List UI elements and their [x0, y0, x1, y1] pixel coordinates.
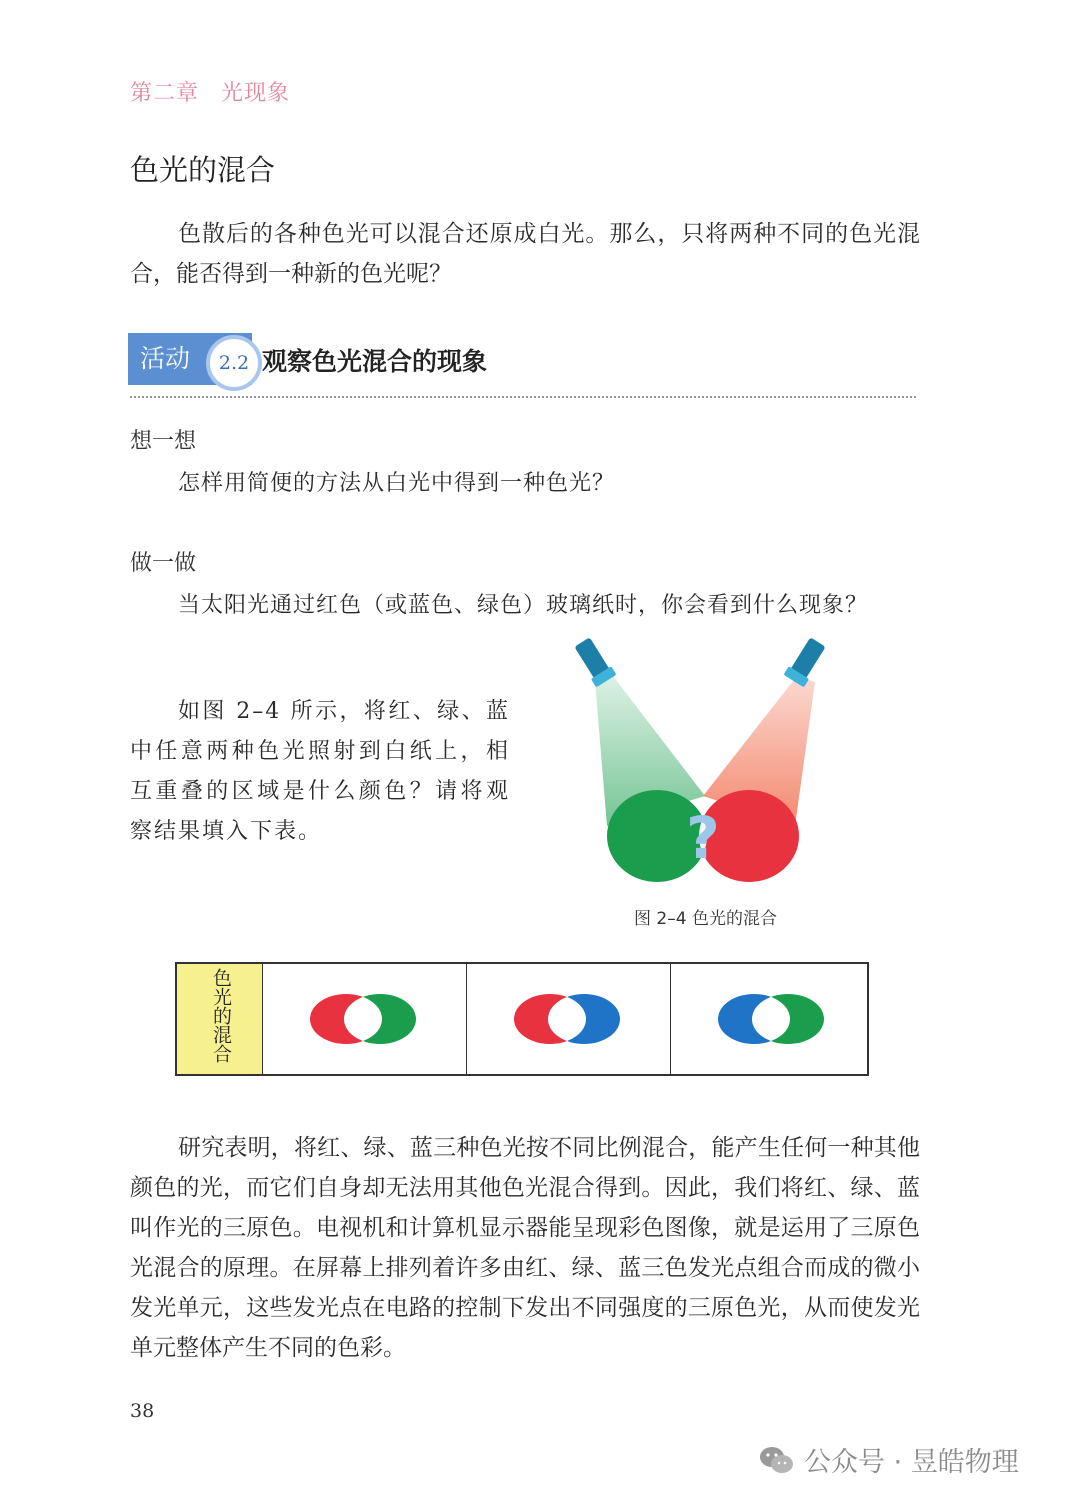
question-mark-icon: ?	[686, 804, 720, 872]
venn-diagrams	[177, 964, 867, 1074]
table-header-label: 色光的混合	[210, 968, 232, 1063]
color-mixing-figure	[565, 636, 835, 896]
activity-number: 2.2	[206, 335, 262, 391]
think-heading: 想一想	[130, 429, 197, 454]
intro-paragraph: 色散后的各种色光可以混合还原成白光。那么，只将两种不同的色光混合，能否得到一种新的色光呢？	[130, 221, 920, 287]
right-flashlight-icon	[783, 636, 828, 687]
watermark-text: 公众号 · 昱皓物理	[804, 1447, 1019, 1478]
activity-tag: 活动	[128, 333, 252, 385]
page-number: 38	[130, 1400, 155, 1422]
do-question: 当太阳光通过红色（或蓝色、绿色）玻璃纸时，你会看到什么现象？	[178, 593, 869, 618]
activity-title: 观察色光混合的现象	[262, 347, 488, 376]
section-title: 色光的混合	[130, 153, 276, 187]
observation-table	[175, 962, 869, 1076]
think-question: 怎样用简便的方法从白光中得到一种色光？	[178, 471, 616, 496]
chapter-title: 光现象	[221, 81, 291, 106]
conclusion-paragraph: 研究表明，将红、绿、蓝三种色光按不同比例混合，能产生任何一种其他颜色的光，而它们自身却无法用其他色光混合得到。因此，我们将红、绿、蓝叫作光的三原色。电视机和计算机显示器能呈现彩色图像，就是运用了三原色光混合的原理。在屏幕上排列着许多由红、绿、蓝三色发光点组合而成的微小发光单元，这些发光点在电路的控制下发出不同强度的三原色光，从而使发光单元整体产生不同的色彩。	[130, 1135, 920, 1361]
watermark	[758, 1440, 1019, 1479]
activity-banner	[128, 333, 928, 385]
venn-pair-2	[514, 994, 620, 1044]
chapter-header	[130, 76, 290, 107]
do-heading: 做一做	[130, 551, 197, 576]
figure-instruction-paragraph: 如图 2–4 所示，将红、绿、蓝中任意两种色光照射到白纸上，相互重叠的区域是什么颜色？请将观察结果填入下表。	[130, 699, 510, 844]
venn-pair-1	[310, 994, 416, 1044]
venn-pair-3	[718, 994, 824, 1044]
dotted-divider	[130, 396, 916, 398]
wechat-icon	[758, 1445, 794, 1475]
chapter-number: 第二章	[130, 81, 200, 106]
figure-caption: 图 2–4 色光的混合	[634, 909, 777, 929]
